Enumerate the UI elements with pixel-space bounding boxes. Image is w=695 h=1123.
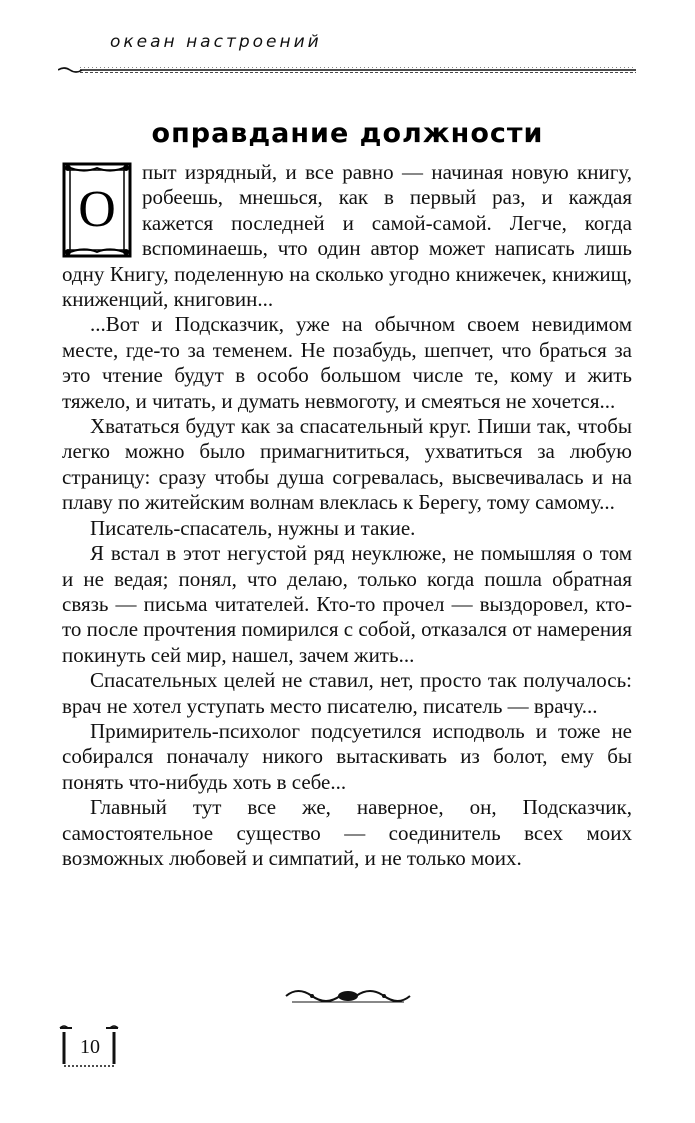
paragraph: Главный тут все же, наверное, он, Подсказчик, самостоятельное существо — соединитель всех моих возможных любовей и симпатий, и не только моих.	[62, 795, 632, 870]
paragraph: Примиритель-психолог подсуетился исподволь и тоже не собирался поначалу никого вытаскивать из болот, ему бы понять что-нибудь хоть в себе...	[62, 718, 632, 794]
chapter-title: оправдание должности	[151, 118, 544, 149]
paragraph: Я встал в этот негустой ряд неуклюже, не помышляя о том и не ведая; понял, что делаю, только когда пошла обратная связь — письма читателей. Кто-то прочел — выздоровел, кто-то после прочтения помирился с собой, отказался от намерения покинуть сей мир, нашел, зачем жить...	[62, 541, 632, 667]
dropcap-letter: О	[78, 181, 116, 238]
paragraph: Писатель-спасатель, нужны и такие.	[90, 515, 416, 540]
paragraph: Хвататься будут как за спасательный круг. Пиши так, чтобы легко можно было примагнититься, ухватиться за любую страницу: сразу чтобы душа согревалась, высвечивалась и на плаву по житейским волнам влеклась к Берегу, тому самому...	[62, 414, 632, 515]
running-head-title: океан настроений	[110, 32, 322, 52]
running-head-rule	[58, 64, 636, 74]
paragraph: Спасательных целей не ставил, нет, просто так получалось: врач не хотел уступать место писателю, писатель — врачу...	[62, 668, 632, 718]
running-head	[58, 28, 638, 80]
end-ornament-icon	[282, 984, 414, 1008]
paragraph: ...Вот и Подсказчик, уже на обычном своем невидимом месте, где-то за теменем. Не позабудь, шепчет, что браться за это чтение будут в особо большом числе те, кому и жить тяжело, и читать, и думать невмоготу, и смеяться не хочется...	[62, 312, 632, 413]
dropcap	[62, 162, 132, 258]
page-number-frame	[58, 1024, 120, 1068]
body-text	[62, 160, 632, 871]
paragraph: пыт изрядный, и все равно — начиная новую книгу, робеешь, мнешься, как в первый раз, и каждая кажется последней и самой-самой. Легче, когда вспоминаешь, что один автор может написать лишь одну Книгу, поделенную на сколько угодно книжечек, книжищ, книженций, книговин...	[62, 160, 632, 312]
page-number: 10	[80, 1036, 100, 1058]
